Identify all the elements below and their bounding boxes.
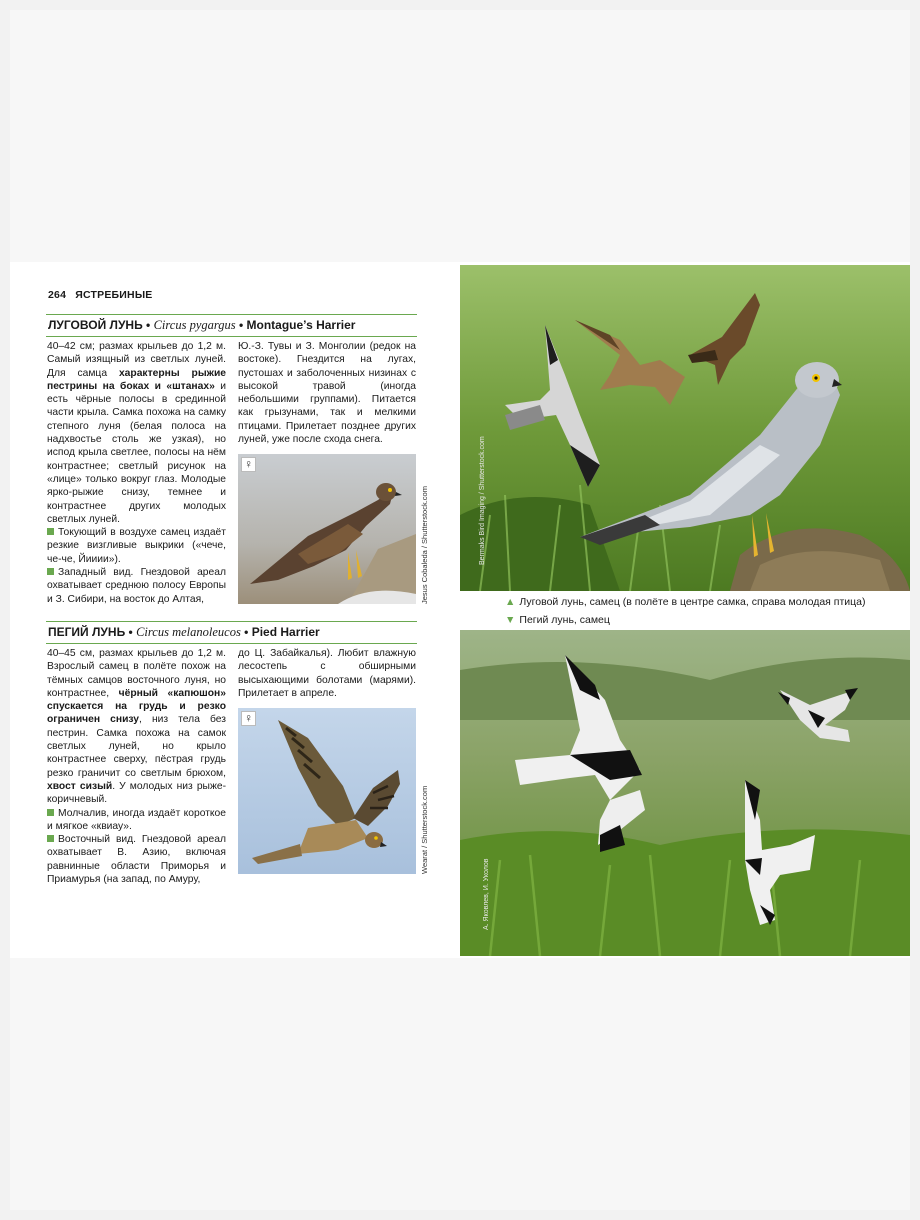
montagu-male-photo <box>460 265 910 591</box>
pied-female-photo <box>238 708 416 874</box>
arrow-up-icon: ▲ <box>505 596 516 608</box>
page-number: 264 <box>48 289 67 301</box>
bottom-margin <box>10 958 910 1210</box>
montagu-range: Западный вид. Гнездовой ареал охватывает среднюю полосу Европы и З. Сибири, на восток до Алтая, <box>47 567 226 605</box>
pied-habitat: до Ц. Забайкалья). Любит влажную лесостепь с обширными высыхающими болотами (марями). Прилетает в апреле. <box>238 648 416 699</box>
pied-photo-credit: Wearat / Shutterstock.com <box>420 785 429 874</box>
montagu-description: 40–42 см; размах крыльев до 1,2 м. Самый изящный из светлых луней. Для самца характерны рыжие пестрины на боках и «штанах» и есть чёрные полосы в срединной части крыла. Самка похожа на самку степного луня (белая полоса на надхвостье столь же узкая), но испод крыла светлее, полосы на нём контрастнее; светлый рисунок на «лице» только вокруг глаз. Молодые ярко-рыжие снизу, темнее и контрастнее других молодых светлых луней. <box>47 341 226 525</box>
montagu-voice: Токующий в воздухе самец издаёт резкие визгливые выкрики («чече, че-че, Йииии»). <box>47 527 226 565</box>
caption-montagu: ▲ Луговой лунь, самец (в полёте в центре самка, справа молодая птица) <box>505 596 866 608</box>
species-name-ru: ЛУГОВОЙ ЛУНЬ <box>48 318 143 332</box>
montagu-female-photo <box>238 454 416 604</box>
caption-pied: ▼ Пегий лунь, самец <box>505 614 610 626</box>
species-title-montagu: ЛУГОВОЙ ЛУНЬ • Circus pygargus • Montague’s Harrier <box>46 314 417 337</box>
section-title: ЯСТРЕБИНЫЕ <box>75 289 153 301</box>
running-header <box>48 289 153 301</box>
pied-text-col2 <box>238 647 416 700</box>
montagu-text-col1 <box>47 340 226 606</box>
species-name-en: Pied Harrier <box>251 625 320 639</box>
species-name-latin: Circus melanoleucos <box>136 625 241 639</box>
top-margin <box>10 10 910 262</box>
species-name-ru: ПЕГИЙ ЛУНЬ <box>48 625 126 639</box>
pied-male-photo <box>460 630 910 956</box>
pied-description: 40–45 см, размах крыльев до 1,2 м. Взрослый самец в полёте похож на тёмных самцов восточного луня, но контрастнее, чёрный «капюшон» спускается на грудь и резко ограничен снизу, низ тела без пестрин. Самка похожа на самок светлых луней, но крыло контрастнее сверху, пёстрая грудь резко граничит со светлым брюхом, хвост сизый. У молодых низ рыже-коричневый. <box>47 648 226 806</box>
pied-text-col1 <box>47 647 226 886</box>
montagu-text-col2 <box>238 340 416 446</box>
pied-male-photo-credit: А. Яковлев, И. Уколов <box>483 858 490 930</box>
pied-voice: Молчалив, иногда издаёт короткое и мягкое «квиау». <box>47 807 226 832</box>
species-name-latin: Circus pygargus <box>153 318 236 332</box>
montagu-male-photo-credit: Bermaks Bird Imaging / Shutterstock.com <box>479 436 486 565</box>
montagu-habitat: Ю.-З. Тувы и З. Монголии (редок на востоке). Гнездится на лугах, пустошах и заболоченных низинах с высокой травой (иногда небольшими группами). Питается как грызунами, так и мелкими птицами. Прилетает позднее других луней, уже после схода снега. <box>238 341 416 446</box>
female-symbol: ♀ <box>241 711 256 726</box>
species-title-pied: ПЕГИЙ ЛУНЬ • Circus melanoleucos • Pied Harrier <box>46 621 417 644</box>
pied-range: Восточный вид. Гнездовой ареал охватывает В. Азию, включая равнинные области Приморья и Приамурья (на запад, по Амуру, <box>47 834 226 886</box>
arrow-down-icon: ▼ <box>505 614 516 626</box>
species-name-en: Montague’s Harrier <box>246 318 356 332</box>
female-symbol: ♀ <box>241 457 256 472</box>
montagu-photo-credit: Jesus Cobaleda / Shutterstock.com <box>420 486 429 604</box>
